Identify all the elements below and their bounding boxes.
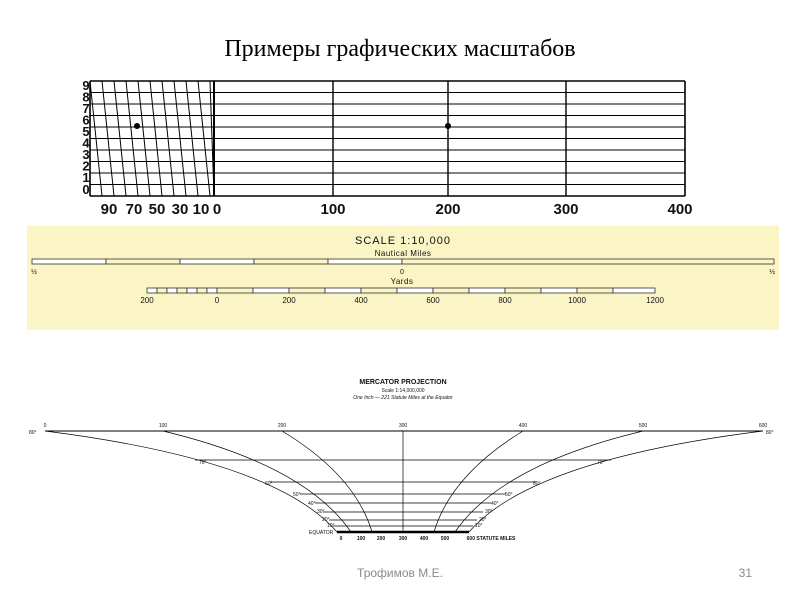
lat-label: 60°: [533, 481, 541, 487]
sample-point: [134, 123, 140, 129]
mercator-title: MERCATOR PROJECTION: [359, 379, 447, 386]
transversal-grid: [90, 81, 685, 196]
row-label: 4: [82, 135, 90, 151]
yards-segment: [289, 288, 325, 293]
top-tick-label: 600: [758, 423, 768, 429]
bottom-tick-label: 200: [376, 536, 386, 542]
yards-segment: [469, 288, 505, 293]
lat-label: 10°: [327, 523, 335, 529]
yards-tick-label: 1200: [646, 296, 664, 305]
left-label: 10: [192, 201, 210, 218]
row-label: 6: [82, 112, 90, 128]
outer-curve-left: [45, 431, 337, 532]
bottom-tick-label: 600 STATUTE MILES: [466, 536, 516, 542]
row-label: 8: [82, 89, 90, 105]
yards-tick-label: 200: [140, 296, 154, 305]
yards-segment: [541, 288, 577, 293]
bottom-tick-label: 300: [398, 536, 408, 542]
yards-tick-label: 1000: [568, 296, 586, 305]
main-label: 300: [553, 201, 579, 218]
row-label: 0: [82, 182, 90, 197]
yards-tick-label: 400: [354, 296, 368, 305]
yards-segment: [187, 288, 197, 293]
yards-segment: [197, 288, 207, 293]
lat-label: 40°: [308, 501, 316, 507]
yards-tick-label: 0: [214, 296, 220, 305]
scale-title: SCALE 1:10,000: [355, 235, 451, 247]
yards-segment: [177, 288, 187, 293]
mercator-scale-text: Scale 1:14,000,000: [381, 388, 425, 394]
yards-segment: [157, 288, 167, 293]
top-tick-label: 200: [277, 423, 287, 429]
top-tick-label: 500: [638, 423, 648, 429]
main-label: 400: [667, 201, 693, 218]
left-label: 90: [100, 201, 118, 218]
miles-segment: [32, 259, 106, 264]
yards-segment: [325, 288, 361, 293]
left-label: 50: [148, 201, 166, 218]
equator-label: EQUATOR: [309, 530, 334, 536]
footer-author: Трофимов М.Е.: [357, 566, 443, 580]
miles-segment: [402, 259, 774, 264]
miles-right-label: ½: [769, 269, 775, 276]
lat-label: 30°: [485, 509, 493, 515]
yards-tick-label: 600: [426, 296, 440, 305]
yards-segment: [253, 288, 289, 293]
row-label: 5: [82, 124, 90, 139]
slide-title: Примеры графических масштабов: [224, 36, 576, 62]
lat-label: 40°: [491, 501, 499, 507]
lat-label: 80°: [766, 430, 774, 436]
yards-segment: [397, 288, 433, 293]
lat-label: 70°: [597, 460, 605, 466]
miles-segment: [180, 259, 254, 264]
miles-left-label: ½: [31, 269, 37, 276]
lat-label: 20°: [322, 517, 330, 523]
yards-segment: [167, 288, 177, 293]
yards-segment: [147, 288, 157, 293]
nautical-scale: [27, 226, 779, 330]
miles-segment: [254, 259, 328, 264]
mercator-lines: [45, 431, 763, 532]
yards-segment: [433, 288, 469, 293]
row-label: 1: [82, 170, 90, 185]
yards-segment: [361, 288, 397, 293]
top-tick-label: 0: [43, 423, 47, 429]
lat-label: 20°: [479, 517, 487, 523]
bottom-tick-label: 100: [356, 536, 366, 542]
miles-bar: [32, 259, 774, 264]
row-label: 2: [82, 158, 90, 174]
main-label: 100: [320, 201, 346, 218]
lat-label: 30°: [317, 509, 325, 515]
mercator-subtitle: One Inch — 221 Statute Miles at the Equator: [353, 395, 453, 401]
miles-zero-label: 0: [400, 269, 404, 276]
mercator-scale: [25, 370, 775, 542]
yards-tick-label: 200: [282, 296, 296, 305]
bottom-tick-label: 400: [419, 536, 429, 542]
bottom-tick-label: 0: [339, 536, 343, 542]
miles-segment: [328, 259, 402, 264]
miles-label: Nautical Miles: [374, 249, 432, 258]
yards-segment: [217, 288, 253, 293]
yards-segment: [613, 288, 655, 293]
nautical-scale-panel: [27, 226, 779, 330]
top-tick-label: 300: [398, 423, 408, 429]
lat-label: 80°: [29, 430, 37, 436]
transversal-scale: [80, 76, 700, 221]
yards-segment: [505, 288, 541, 293]
yards-segment: [577, 288, 613, 293]
lat-label: 50°: [505, 492, 513, 498]
yards-bar: [147, 288, 655, 293]
row-label: 7: [82, 101, 90, 116]
lat-label: 60°: [265, 481, 273, 487]
yards-tick-label: 800: [498, 296, 512, 305]
yards-segment: [207, 288, 217, 293]
left-label: 30: [171, 201, 189, 218]
miles-segment: [106, 259, 180, 264]
lat-label: 50°: [293, 492, 301, 498]
row-labels: [82, 78, 90, 197]
outer-curve-right: [469, 431, 763, 532]
sample-point: [445, 123, 451, 129]
row-label: 9: [82, 78, 90, 93]
row-label: 3: [82, 147, 90, 162]
bottom-tick-label: 500: [440, 536, 450, 542]
lat-label: 10°: [475, 523, 483, 529]
yards-label: Yards: [390, 277, 414, 286]
left-label: 70: [125, 201, 143, 218]
page-number: 31: [738, 566, 752, 580]
main-label: 200: [435, 201, 461, 218]
top-tick-label: 400: [518, 423, 528, 429]
top-tick-label: 100: [158, 423, 168, 429]
main-label: 0: [212, 201, 222, 218]
scale-labels: [101, 201, 693, 218]
lat-label: 70°: [199, 460, 207, 466]
